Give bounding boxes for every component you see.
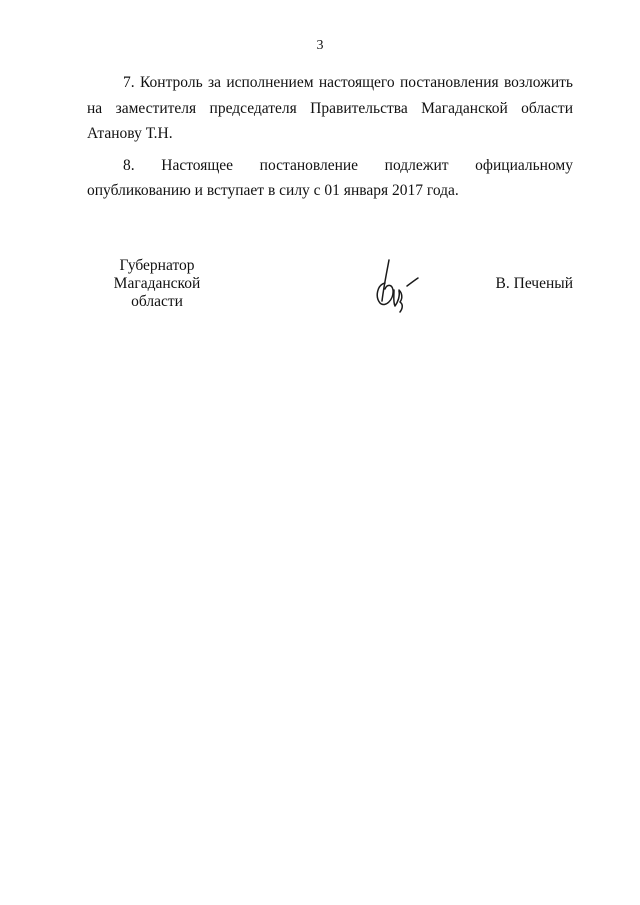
- paragraph-8: [87, 153, 573, 204]
- page-number: 3: [316, 38, 324, 53]
- signatory-name: В. Печеный: [495, 275, 573, 292]
- paragraph-line: Атанову Т.Н.: [87, 125, 173, 142]
- paragraph-line: на заместителя председателя Правительства Магаданской области: [87, 99, 573, 117]
- paragraph-line: 7. Контроль за исполнением настоящего постановления возложить: [123, 74, 573, 91]
- signatory-title: [87, 257, 227, 311]
- document-body: [87, 70, 573, 204]
- signatory-title-line: Губернатор: [119, 257, 195, 274]
- paragraph-7: [87, 70, 573, 147]
- handwritten-signature: [372, 257, 432, 317]
- paragraph-line: опубликованию и вступает в силу с 01 января 2017 года.: [87, 182, 459, 199]
- paragraph-line: 8. Настоящее постановление подлежит официальному: [123, 156, 573, 174]
- signature-block: [87, 257, 573, 327]
- signatory-title-line: Магаданской области: [113, 275, 201, 310]
